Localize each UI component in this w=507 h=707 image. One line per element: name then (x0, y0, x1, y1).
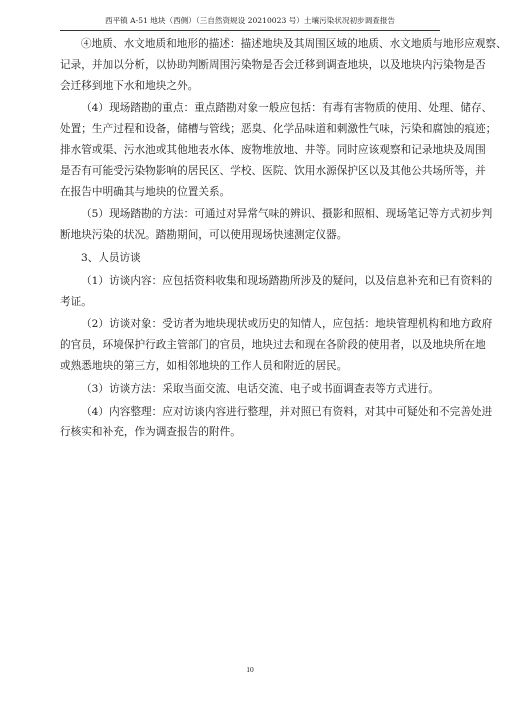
text-line: 的官员，环境保护行政主管部门的官员，地块过去和现在各阶段的使用者，以及地块所在地 (60, 339, 486, 352)
paragraph-survey-focus (60, 98, 497, 202)
text-line: （5）现场踏勘的方法：可通过对异常气味的辨识、摄影和照相、现场笔记等方式初步判 (81, 208, 493, 221)
paragraph-geology (60, 34, 507, 96)
text-line: （1）访谈内容：应包括资料收集和现场踏勘所涉及的疑问，以及信息补充和已有资料的 (81, 274, 493, 287)
text-line: （4）内容整理：应对访谈内容进行整理，并对照已有资料，对其中可疑处和不完善处进 (81, 405, 493, 418)
text-line: 排水管或渠、污水池或其他地表水体、废物堆放地、井等。同时应该观察和记录地块及周围 (60, 143, 486, 156)
text-line: ④地质、水文地质和地形的描述：描述地块及其周围区域的地质、水文地质与地形应观察、 (81, 38, 507, 50)
text-line: 断地块污染的状况。踏勘期间，可以使用现场快速测定仪器。 (60, 229, 348, 242)
paragraph-interview-method (60, 379, 442, 400)
paragraph-interview-organizing (60, 402, 493, 444)
text-line: 考证。 (60, 295, 92, 308)
text-line: 或熟悉地块的第三方，如相邻地块的工作人员和附近的居民。 (60, 359, 348, 372)
text-line: 会迁移到地下水和地块之外。 (60, 79, 199, 92)
paragraph-survey-method (60, 204, 493, 246)
text-line: 处置；生产过程和设备，储槽与管线；恶臭、化学品味道和刺激性气味，污染和腐蚀的痕迹； (60, 123, 497, 136)
page-header: 西平镇 A-51 地块（西侧）（三自然资规设 20210023 号）土壤污染状况初步调查报告 (60, 12, 440, 31)
text-line: 在报告中明确其与地块的位置关系。 (60, 185, 231, 198)
paragraph-interview-content (60, 271, 493, 313)
section-heading-interviews: 3、人员访谈 (81, 251, 141, 264)
text-line: （4）现场踏勘的重点：重点踏勘对象一般应包括：有毒有害物质的使用、处理、储存、 (81, 102, 493, 115)
text-line: 行核实和补充，作为调查报告的附件。 (60, 426, 241, 439)
paragraph-interview-subjects (60, 314, 493, 376)
text-line: （2）访谈对象：受访者为地块现状或历史的知情人，应包括：地块管理机构和地方政府 (81, 318, 493, 331)
text-line: 是否有可能受污染物影响的居民区、学校、医院、饮用水源保护区以及其他公共场所等，并 (60, 164, 486, 177)
document-body (60, 34, 507, 443)
text-line: 记录，并加以分析，以协助判断周围污染物是否会迁移到调查地块，以及地块内污染物是否 (60, 58, 486, 71)
text-line: （3）访谈方法：采取当面交流、电话交流、电子或书面调查表等方式进行。 (81, 382, 440, 395)
page-number: 10 (246, 665, 254, 674)
